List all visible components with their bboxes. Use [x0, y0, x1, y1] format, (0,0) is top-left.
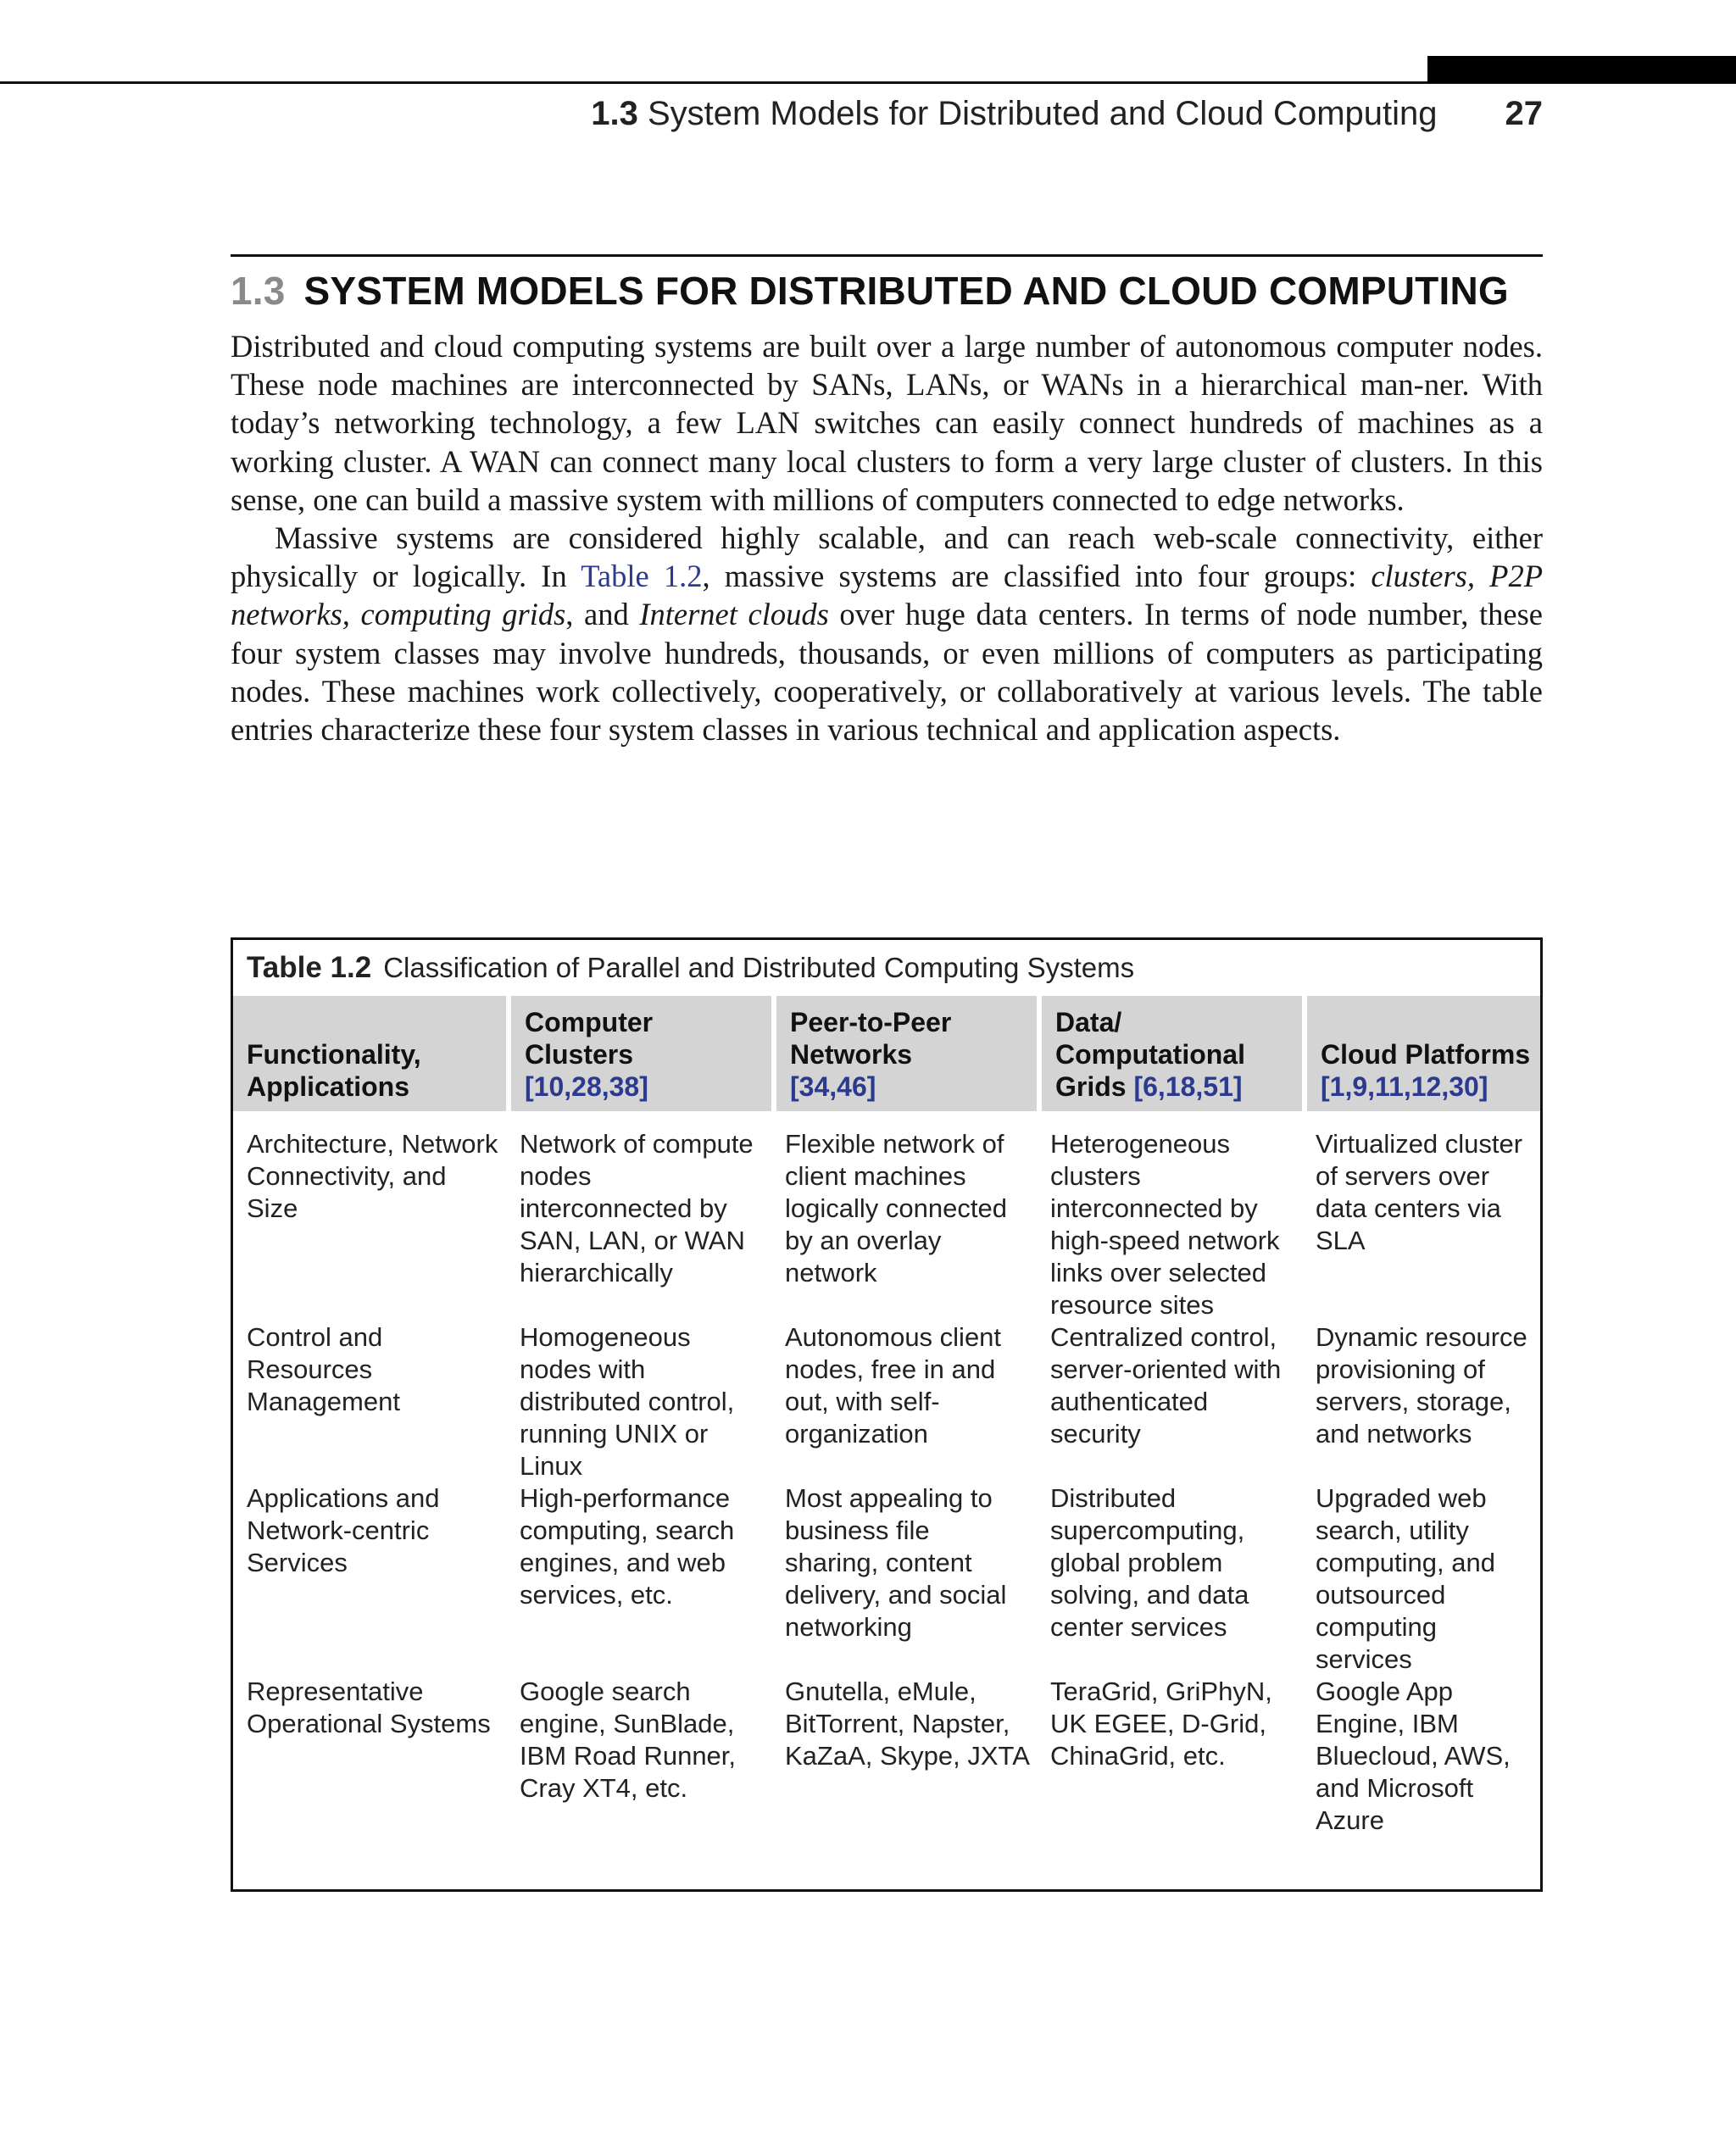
table-cell: Network of compute nodes interconnected by SAN, LAN, or WAN hierarchically [520, 1129, 754, 1287]
table-row [233, 1676, 1540, 1837]
table-caption-label: Table 1.2 [247, 951, 372, 984]
body-text [231, 327, 1543, 748]
table-cell: Applications and Network-centric Services [247, 1483, 440, 1577]
table-caption-text: Classification of Parallel and Distributed Computing Systems [383, 952, 1135, 983]
table-header-row [233, 996, 1540, 1111]
header-grids: Data/ Computational Grids [6,18,51] [1037, 996, 1302, 1111]
table-cell: Google App Engine, IBM Bluecloud, AWS, and Microsoft Azure [1316, 1677, 1511, 1835]
header-ref[interactable]: [6,18,51] [1133, 1071, 1243, 1102]
table-cell: Flexible network of client machines logically connected by an overlay network [785, 1129, 1007, 1287]
header-ref[interactable]: [1,9,11,12,30] [1321, 1071, 1488, 1102]
table-cell: High-performance computing, search engines, and web services, etc. [520, 1483, 735, 1610]
section-heading [231, 268, 1543, 314]
table-cell: Control and Resources Management [247, 1322, 400, 1416]
paragraph-2: Massive systems are considered highly scalable, and can reach web-scale connectivity, either physically or logically. In Table 1.2, massive systems are classified into four groups: clusters, P2P networks, computing grids, and Internet clouds over huge data centers. In terms of node number, these four system classes may involve hundreds, thousands, or even millions of computers as participating nodes. These machines work collectively, cooperatively, or collaboratively at various levels. The table entries characterize these four system classes in various technical and application aspects. [231, 520, 1544, 748]
running-head [509, 95, 1543, 142]
section-rule [231, 254, 1543, 257]
table-row [233, 1111, 1540, 1321]
header-ref[interactable]: [10,28,38] [525, 1071, 648, 1102]
table-cell: Virtualized cluster of servers over data centers via SLA [1316, 1129, 1523, 1255]
header-p2p-networks: Peer-to-Peer Networks [34,46] [771, 996, 1037, 1111]
page-number: 27 [1505, 95, 1543, 132]
table-cell: Homogeneous nodes with distributed control, running UNIX or Linux [520, 1322, 735, 1481]
table-grid [233, 996, 1540, 1837]
table-row [233, 1482, 1540, 1676]
table-caption [233, 940, 1540, 996]
table-cell: Upgraded web search, utility computing, and outsourced computing services [1316, 1483, 1495, 1674]
table-cell: Autonomous client nodes, free in and out, with self-organization [785, 1322, 1002, 1449]
table-cell: Heterogeneous clusters interconnected by high-speed network links over selected resource sites [1050, 1129, 1280, 1320]
section-number: 1.3 [231, 269, 286, 313]
header-computer-clusters: Computer Clusters [10,28,38] [506, 996, 771, 1111]
table-cell: Most appealing to business file sharing, content delivery, and social networking [785, 1483, 1007, 1642]
table-cell: TeraGrid, GriPhyN, UK EGEE, D-Grid, ChinaGrid, etc. [1050, 1677, 1272, 1771]
table-cell: Dynamic resource provisioning of servers, storage, and networks [1316, 1322, 1527, 1449]
table-cell: Centralized control, server-oriented with authenticated security [1050, 1322, 1282, 1449]
classification-table [231, 937, 1543, 1892]
section-title: SYSTEM MODELS FOR DISTRIBUTED AND CLOUD COMPUTING [303, 269, 1509, 313]
table-cell: Google search engine, SunBlade, IBM Road Runner, Cray XT4, etc. [520, 1677, 737, 1803]
table-cell: Distributed supercomputing, global problem solving, and data center services [1050, 1483, 1249, 1642]
running-head-title: 1.3 System Models for Distributed and Cloud Computing [591, 95, 1438, 132]
header-functionality: Functionality, Applications [233, 996, 506, 1111]
header-cloud-platforms: Cloud Platforms [1,9,11,12,30] [1302, 996, 1540, 1111]
header-tab-bar [1427, 56, 1736, 83]
table-cell: Representative Operational Systems [247, 1677, 491, 1738]
table-cell: Architecture, Network Connectivity, and Size [247, 1129, 498, 1223]
header-ref[interactable]: [34,46] [790, 1071, 876, 1102]
paragraph-1: Distributed and cloud computing systems are built over a large number of autonomous computer nodes. These node machines are interconnected by SANs, LANs, or WANs in a hierarchical man-ner. With today’s networking technology, a few LAN switches can easily connect hundreds of machines as a working cluster. A WAN can connect many local clusters to form a very large cluster of clusters. In this sense, one can build a massive system with millions of computers connected to edge networks. [231, 329, 1543, 517]
table-row [233, 1321, 1540, 1482]
table-reference-link[interactable]: Table 1.2 [581, 559, 703, 594]
table-cell: Gnutella, eMule, BitTorrent, Napster, KaZaA, Skype, JXTA [785, 1677, 1030, 1771]
